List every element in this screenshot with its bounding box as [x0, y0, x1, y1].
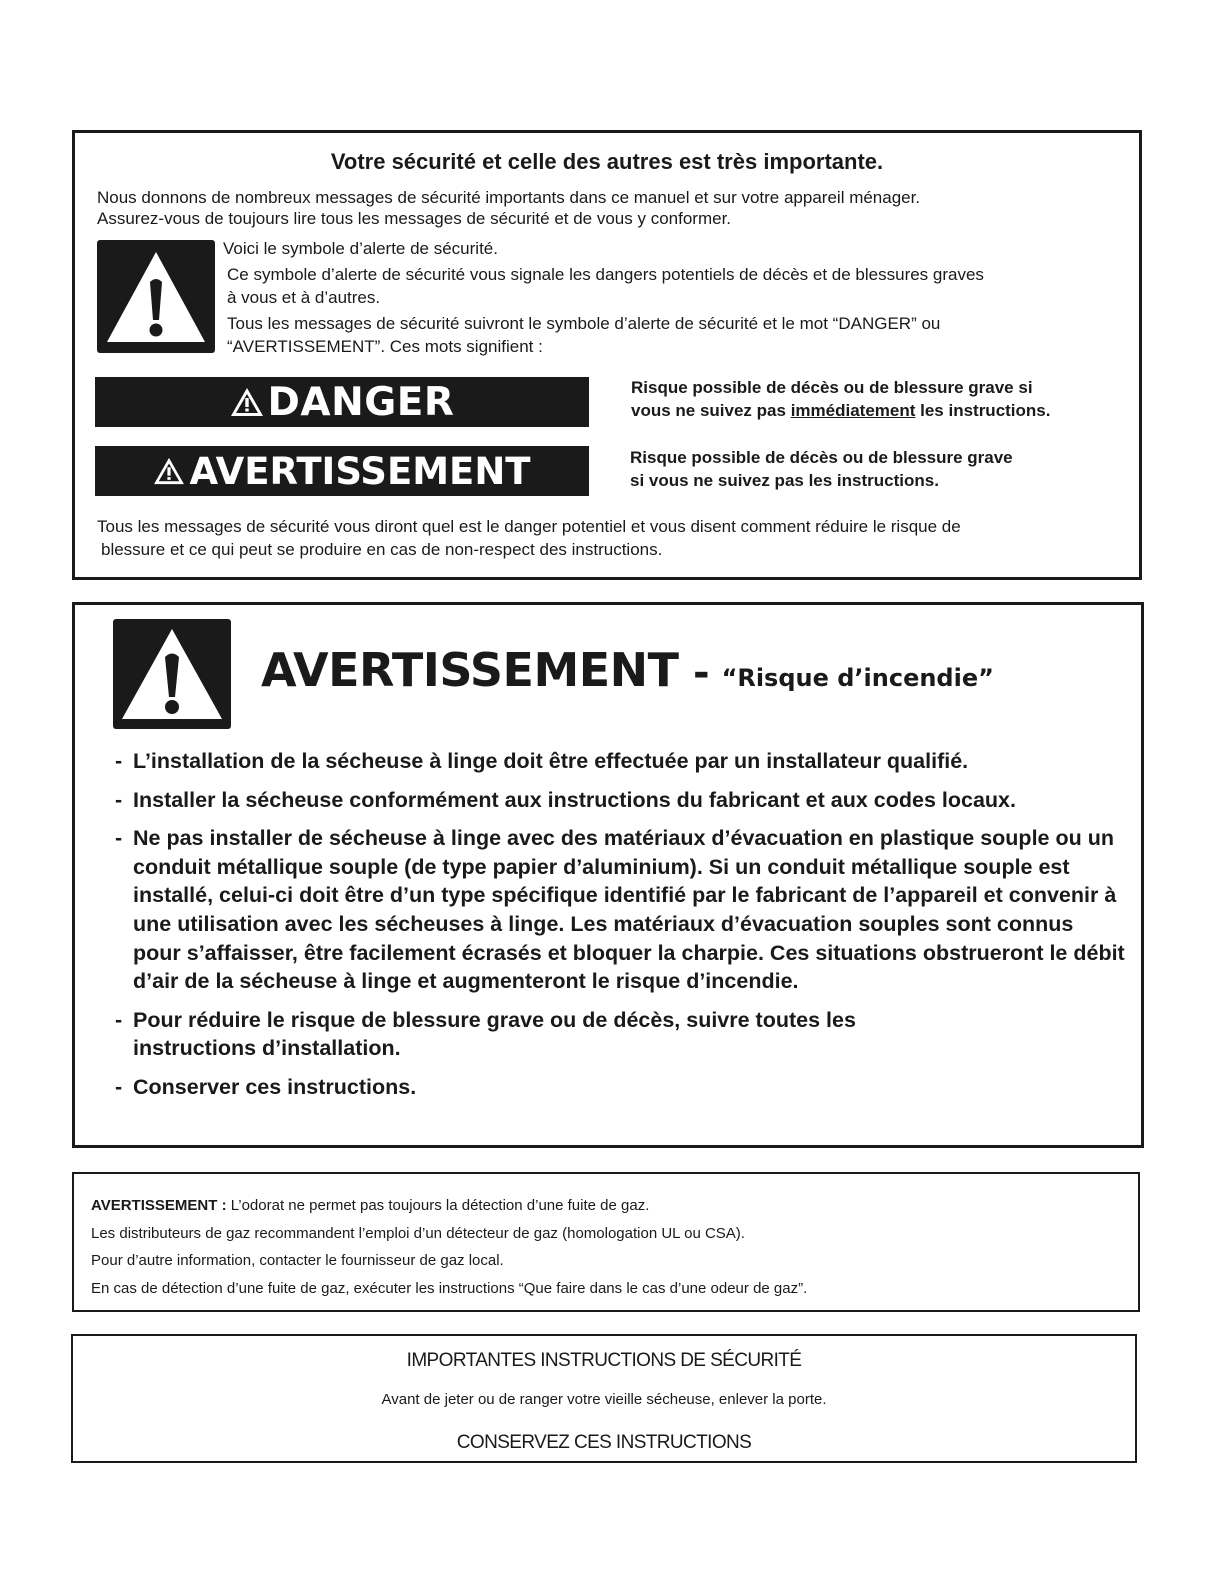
intro-line-2: Assurez-vous de toujours lire tous les messages de sécurité et de vous y conformer.	[97, 209, 732, 228]
intro-line-1: Nous donnons de nombreux messages de sécurité importants dans ce manuel et sur votre appareil ménager.	[97, 188, 921, 207]
keep-instructions: CONSERVEZ CES INSTRUCTIONS	[456, 1432, 752, 1453]
alert-triangle-icon	[230, 387, 264, 417]
symbol-line-1: Voici le symbole d’alerte de sécurité.	[223, 239, 498, 258]
door-removal-note: Avant de jeter ou de ranger votre vieille sécheuse, enlever la porte.	[381, 1391, 827, 1408]
warning-banner	[95, 446, 589, 496]
list-item: - Installer la sécheuse conformément aux instructions du fabricant et aux codes locaux.	[115, 787, 1016, 812]
list-item: - Ne pas installer de sécheuse à linge avec des matériaux d’évacuation en plastique souple ou un conduit métallique souple (de type papier d’aluminium). Si un conduit métallique souple est installé, celui-ci doit être d’un type spécifique identifié par le fabricant de l’appareil et convenir à une utilisation avec les sécheuses à linge. Les matériaux d’évacuation souples sont connus pour s’affaisser, être facilement écrasés et bloquer la charpie. Ces situations obstrueront le débit d’air de la sécheuse à linge et augmenteront le risque d’incendie.	[115, 826, 1125, 994]
danger-banner	[95, 377, 589, 427]
safety-intro	[97, 187, 920, 229]
symbol-line-2: Ce symbole d’alerte de sécurité vous signale les dangers potentiels de décès et de blessures graves à vous et à d’autres.	[227, 265, 984, 307]
warning-description: Risque possible de décès ou de blessure grave si vous ne suivez pas les instructions.	[630, 448, 1013, 490]
danger-description: Risque possible de décès ou de blessure grave si vous ne suivez pas immédiatement les instructions.	[631, 378, 1051, 420]
symbol-explanation	[223, 237, 1123, 361]
warning-label: AVERTISSEMENT	[189, 449, 531, 493]
fire-warning-list	[115, 747, 1125, 1112]
safety-intro-box	[72, 130, 1142, 580]
alert-triangle-icon	[97, 240, 215, 353]
danger-label: DANGER	[267, 379, 455, 425]
gas-warning-text: AVERTISSEMENT : L’odorat ne permet pas toujours la détection d’une fuite de gaz. Les distributeurs de gaz recommandent l’emploi d’un détecteur de gaz (homologation UL ou CSA). Pour d’autre information, contacter le fournisseur de gaz local. En cas de détection d’une fuite de gaz, exécuter les instructions “Que faire dans le cas d’une odeur de gaz”.	[91, 1197, 808, 1297]
list-item: - L’installation de la sécheuse à linge doit être effectuée par un installateur qualifié.	[115, 749, 969, 773]
gas-warning-label: AVERTISSEMENT :	[91, 1197, 227, 1214]
title-separator: -	[693, 650, 710, 696]
list-item: - Pour réduire le risque de blessure grave ou de décès, suivre toutes les instructions d’installation.	[115, 1007, 856, 1061]
alert-triangle-icon	[153, 457, 185, 485]
important-instructions-box	[71, 1334, 1137, 1463]
fire-warning-title	[261, 643, 994, 697]
fire-warning-box	[72, 602, 1144, 1148]
fire-warning-subtitle: “Risque d’incendie”	[721, 664, 994, 692]
symbol-line-4: Tous les messages de sécurité suivront le symbole d’alerte de sécurité et le mot “DANGER” ou “AVERTISSEMENT”. Ces mots signifient :	[227, 314, 941, 356]
fire-warning-label: AVERTISSEMENT	[261, 643, 679, 697]
safety-footer: Tous les messages de sécurité vous diront quel est le danger potentiel et vous disent comment réduire le risque de blessure et ce qui peut se produire en cas de non-respect des instructions.	[97, 517, 961, 559]
list-item: - Conserver ces instructions.	[115, 1074, 417, 1099]
safety-title: Votre sécurité et celle des autres est très importante.	[330, 149, 884, 174]
important-heading: IMPORTANTES INSTRUCTIONS DE SÉCURITÉ	[406, 1350, 802, 1371]
gas-warning-box	[72, 1172, 1140, 1312]
alert-triangle-icon	[113, 619, 231, 729]
